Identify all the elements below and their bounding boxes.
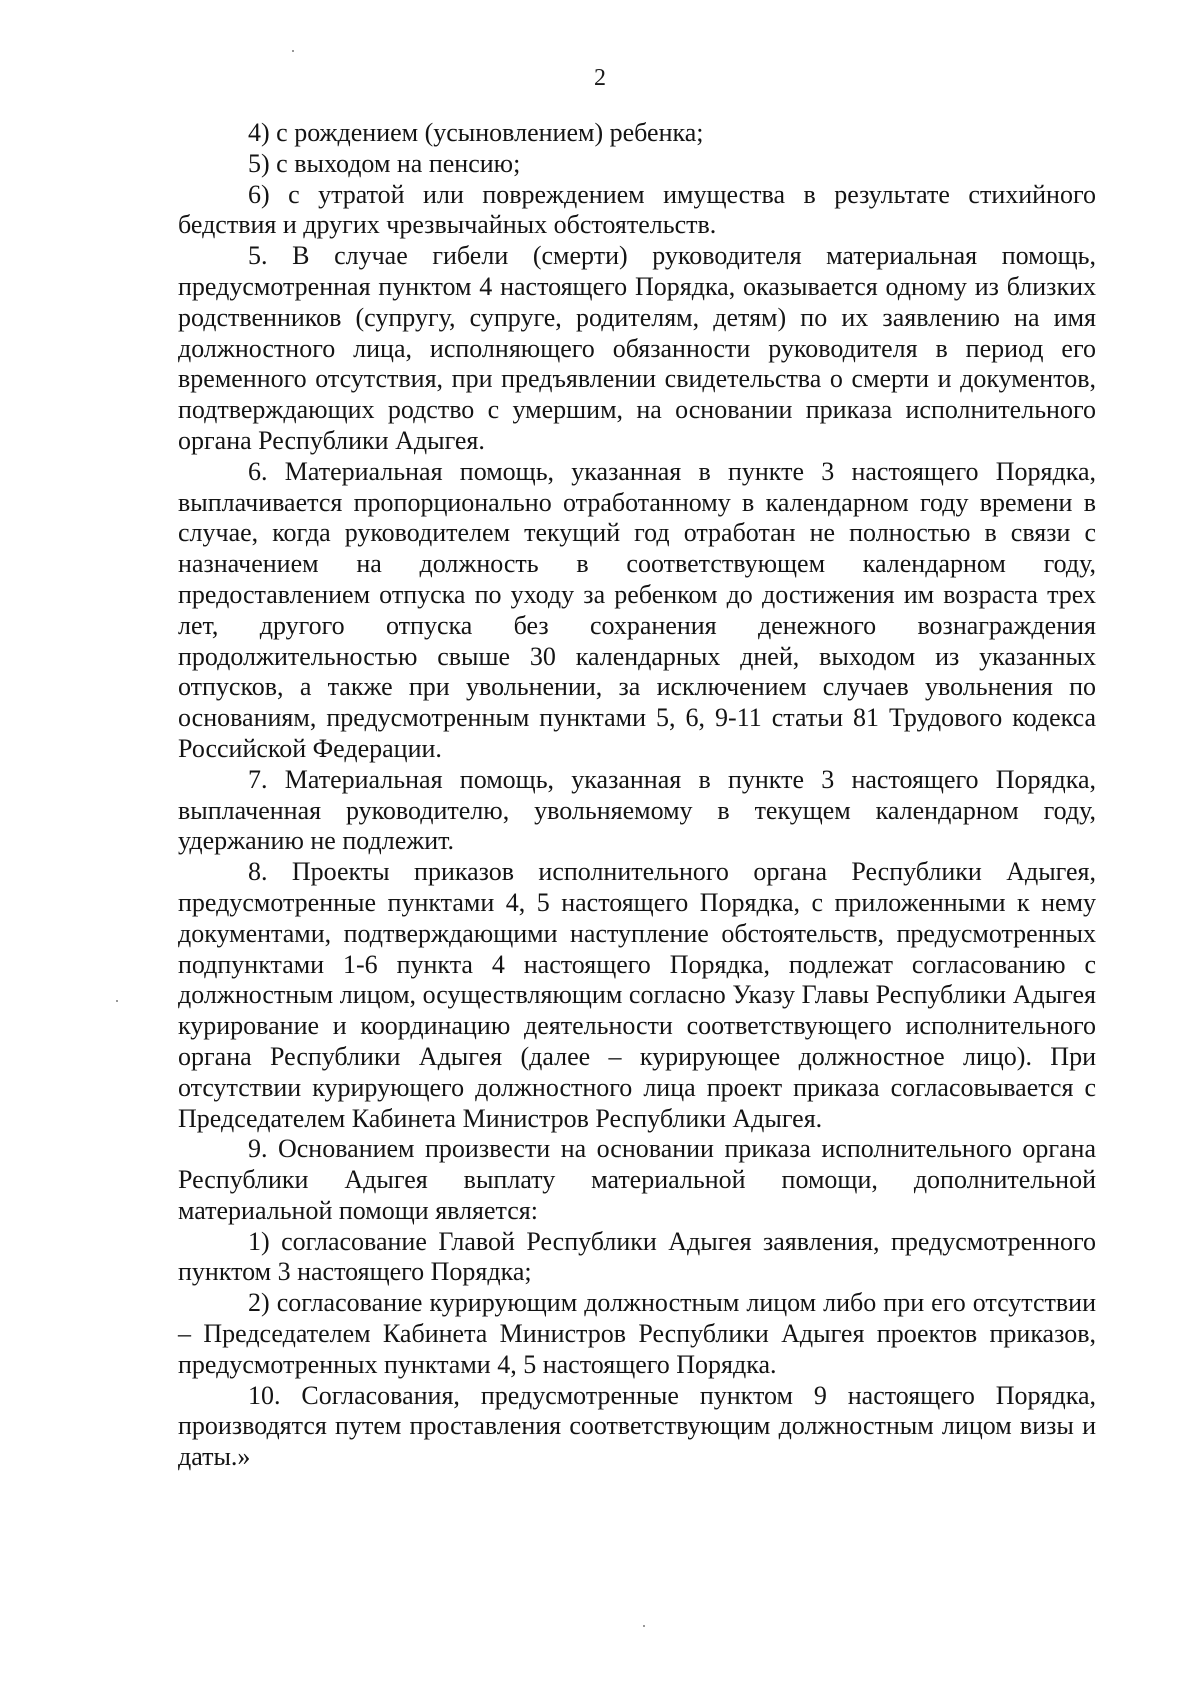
page-number: 2 (594, 65, 606, 91)
paragraph-clause-5: 5. В случае гибели (смерти) руководителя материальная помощь, предусмотренная пунктом 4 настоящего Порядка, оказывается одному из близких родственников (супругу, супруге, родителям, детям) по их заявлению на имя должностного лица, исполняющего обязанности руководителя в период его временного отсутствия, при предъявлении свидетельства о смерти и документов, подтверждающих родство с умершим, на основании приказа исполнительного органа Республики Адыгея. (178, 241, 1096, 455)
scan-speck (116, 1000, 118, 1002)
document-body (178, 118, 1096, 1473)
paragraph-subitem-2: 2) согласование курирующим должностным лицом либо при его отсутствии – Председателем Кабинета Министров Республики Адыгея проектов приказов, предусмотренных пунктами 4, 5 настоящего Порядка. (178, 1288, 1096, 1379)
scan-speck (643, 1625, 645, 1627)
paragraph-clause-8: 8. Проекты приказов исполнительного органа Республики Адыгея, предусмотренные пунктами 4, 5 настоящего Порядка, с приложенными к нему документами, подтверждающими наступление обстоятельств, предусмотренных подпунктами 1-6 пункта 4 настоящего Порядка, подлежат согласованию с должностным лицом, осуществляющим согласно Указу Главы Республики Адыгея курирование и координацию деятельности соответствующего исполнительного органа Республики Адыгея (далее – курирующее должностное лицо). При отсутствии курирующего должностного лица проект приказа согласовывается с Председателем Кабинета Министров Республики Адыгея. (178, 857, 1096, 1133)
paragraph-subitem-1: 1) согласование Главой Республики Адыгея заявления, предусмотренного пунктом 3 настоящего Порядка; (178, 1226, 1096, 1287)
paragraph-clause-7: 7. Материальная помощь, указанная в пункте 3 настоящего Порядка, выплаченная руководителю, увольняемому в текущем календарном году, удержанию не подлежит. (178, 764, 1096, 856)
scan-speck (292, 50, 294, 52)
paragraph-clause-10: 10. Согласования, предусмотренные пунктом 9 настоящего Порядка, производятся путем проставления соответствующим должностным лицом визы и даты.» (178, 1380, 1096, 1472)
paragraph-clause-6: 6. Материальная помощь, указанная в пункте 3 настоящего Порядка, выплачивается пропорционально отработанному в календарном году времени в случае, когда руководителем текущий год отработан не полностью в связи с назначением на должность в соответствующем календарном году, предоставлением отпуска по уходу за ребенком до достижения им возраста трех лет, другого отпуска без сохранения денежного вознаграждения продолжительностью свыше 30 календарных дней, выходом из указанных отпусков, а также при увольнении, за исключением случаев увольнения по основаниям, предусмотренным пунктами 5, 6, 9-11 статьи 81 Трудового кодекса Российской Федерации. (178, 456, 1096, 763)
paragraph-item-5: 5) с выходом на пенсию; (248, 148, 521, 178)
paragraph-item-6: 6) с утратой или повреждением имущества в результате стихийного бедствия и других чрезвычайных обстоятельств. (178, 179, 1096, 240)
paragraph-clause-9: 9. Основанием произвести на основании приказа исполнительного органа Республики Адыгея выплату материальной помощи, дополнительной материальной помощи является: (178, 1134, 1096, 1225)
paragraph-item-4: 4) с рождением (усыновлением) ребенка; (248, 118, 704, 147)
